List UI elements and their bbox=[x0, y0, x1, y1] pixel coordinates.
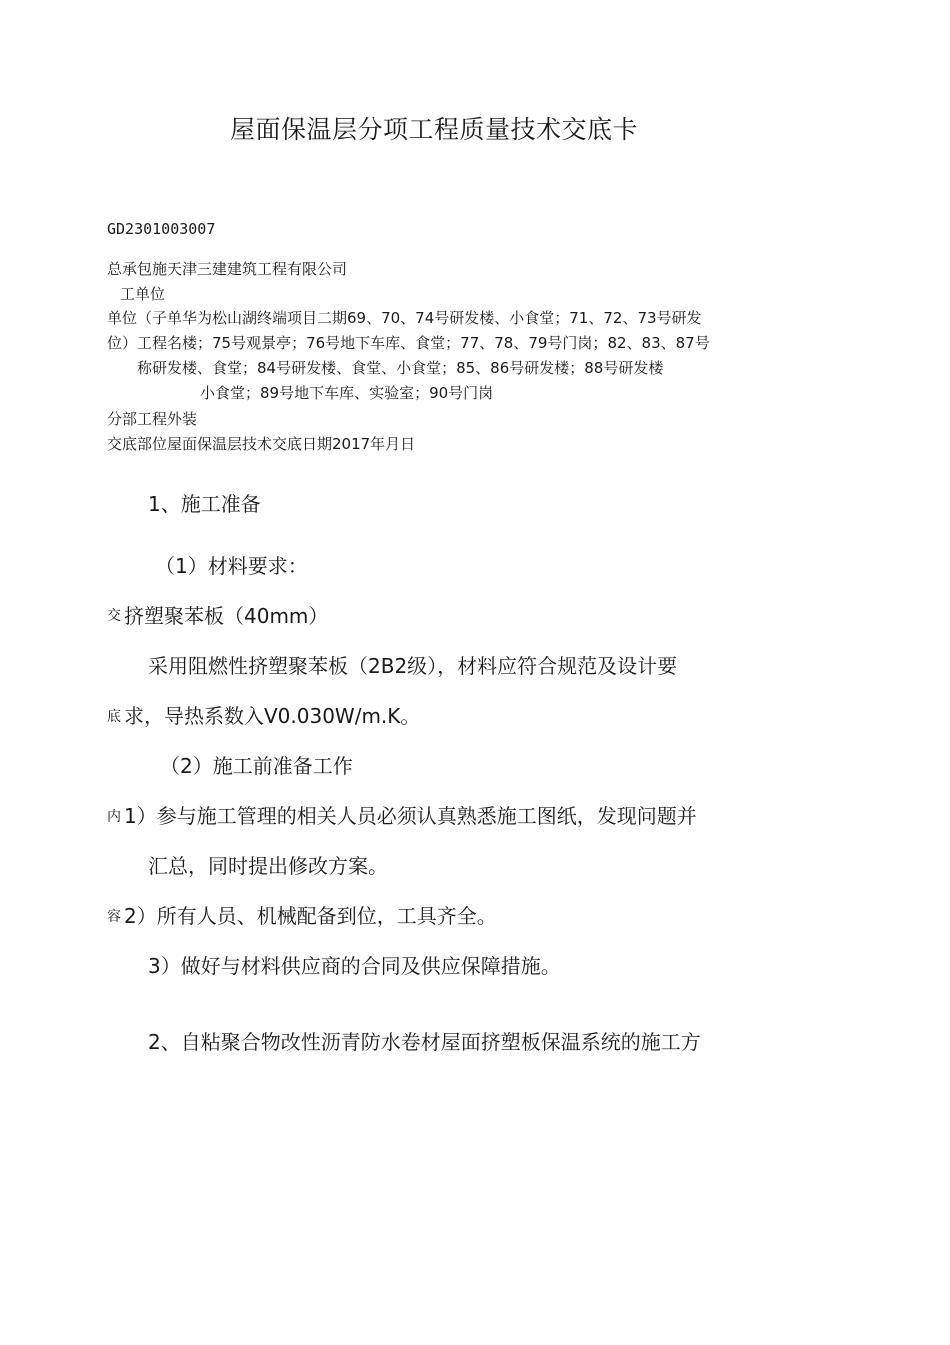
side-label-jiao: 交 bbox=[107, 608, 121, 624]
subsection-2-heading: （2）施工前准备工作 bbox=[160, 754, 353, 778]
item-3: 3）做好与材料供应商的合同及供应保障措施。 bbox=[148, 954, 561, 978]
header-line-8: 交底部位屋面保温层技术交底日期2017年月日 bbox=[107, 435, 416, 453]
item-1a: 1）参与施工管理的相关人员必须认真熟悉施工图纸，发现问题并 bbox=[124, 804, 697, 828]
header-line-1: 总承包施天津三建建筑工程有限公司 bbox=[107, 260, 348, 278]
paragraph-1a: 采用阻燃性挤塑聚苯板（2B2级），材料应符合规范及设计要 bbox=[148, 654, 678, 678]
document-code: GD2301003007 bbox=[107, 220, 216, 238]
header-line-2: 工单位 bbox=[120, 285, 166, 303]
header-line-4: 位）工程名楼；75号观景亭；76号地下车库、食堂；77、78、79号门岗；82、83、87号 bbox=[107, 334, 710, 352]
side-label-nei: 内 bbox=[107, 809, 121, 825]
header-line-3: 单位（子单华为松山湖终端项目二期69、70、74号研发楼、小食堂；71、72、73号研发 bbox=[107, 309, 702, 327]
item-1b: 汇总，同时提出修改方案。 bbox=[148, 854, 388, 878]
header-line-6: 小食堂；89号地下车库、实验室；90号门岗 bbox=[200, 384, 494, 402]
section-1-heading: 1、施工准备 bbox=[148, 492, 261, 516]
side-label-di: 底 bbox=[107, 709, 121, 725]
section-2-heading: 2、自粘聚合物改性沥青防水卷材屋面挤塑板保温系统的施工方 bbox=[148, 1030, 701, 1054]
page-title: 屋面保温层分项工程质量技术交底卡 bbox=[230, 115, 639, 144]
subsection-1-heading: （1）材料要求： bbox=[155, 554, 308, 578]
paragraph-1b: 求，导热系数入V0.030W/m.K。 bbox=[124, 704, 421, 728]
item-2: 2）所有人员、机械配备到位，工具齐全。 bbox=[124, 904, 497, 928]
header-line-5: 称研发楼、食堂；84号研发楼、食堂、小食堂；85、86号研发楼；88号研发楼 bbox=[137, 359, 664, 377]
material-line: 挤塑聚苯板（40mm） bbox=[124, 604, 329, 628]
header-line-7: 分部工程外装 bbox=[107, 410, 198, 428]
side-label-rong: 容 bbox=[107, 909, 121, 925]
